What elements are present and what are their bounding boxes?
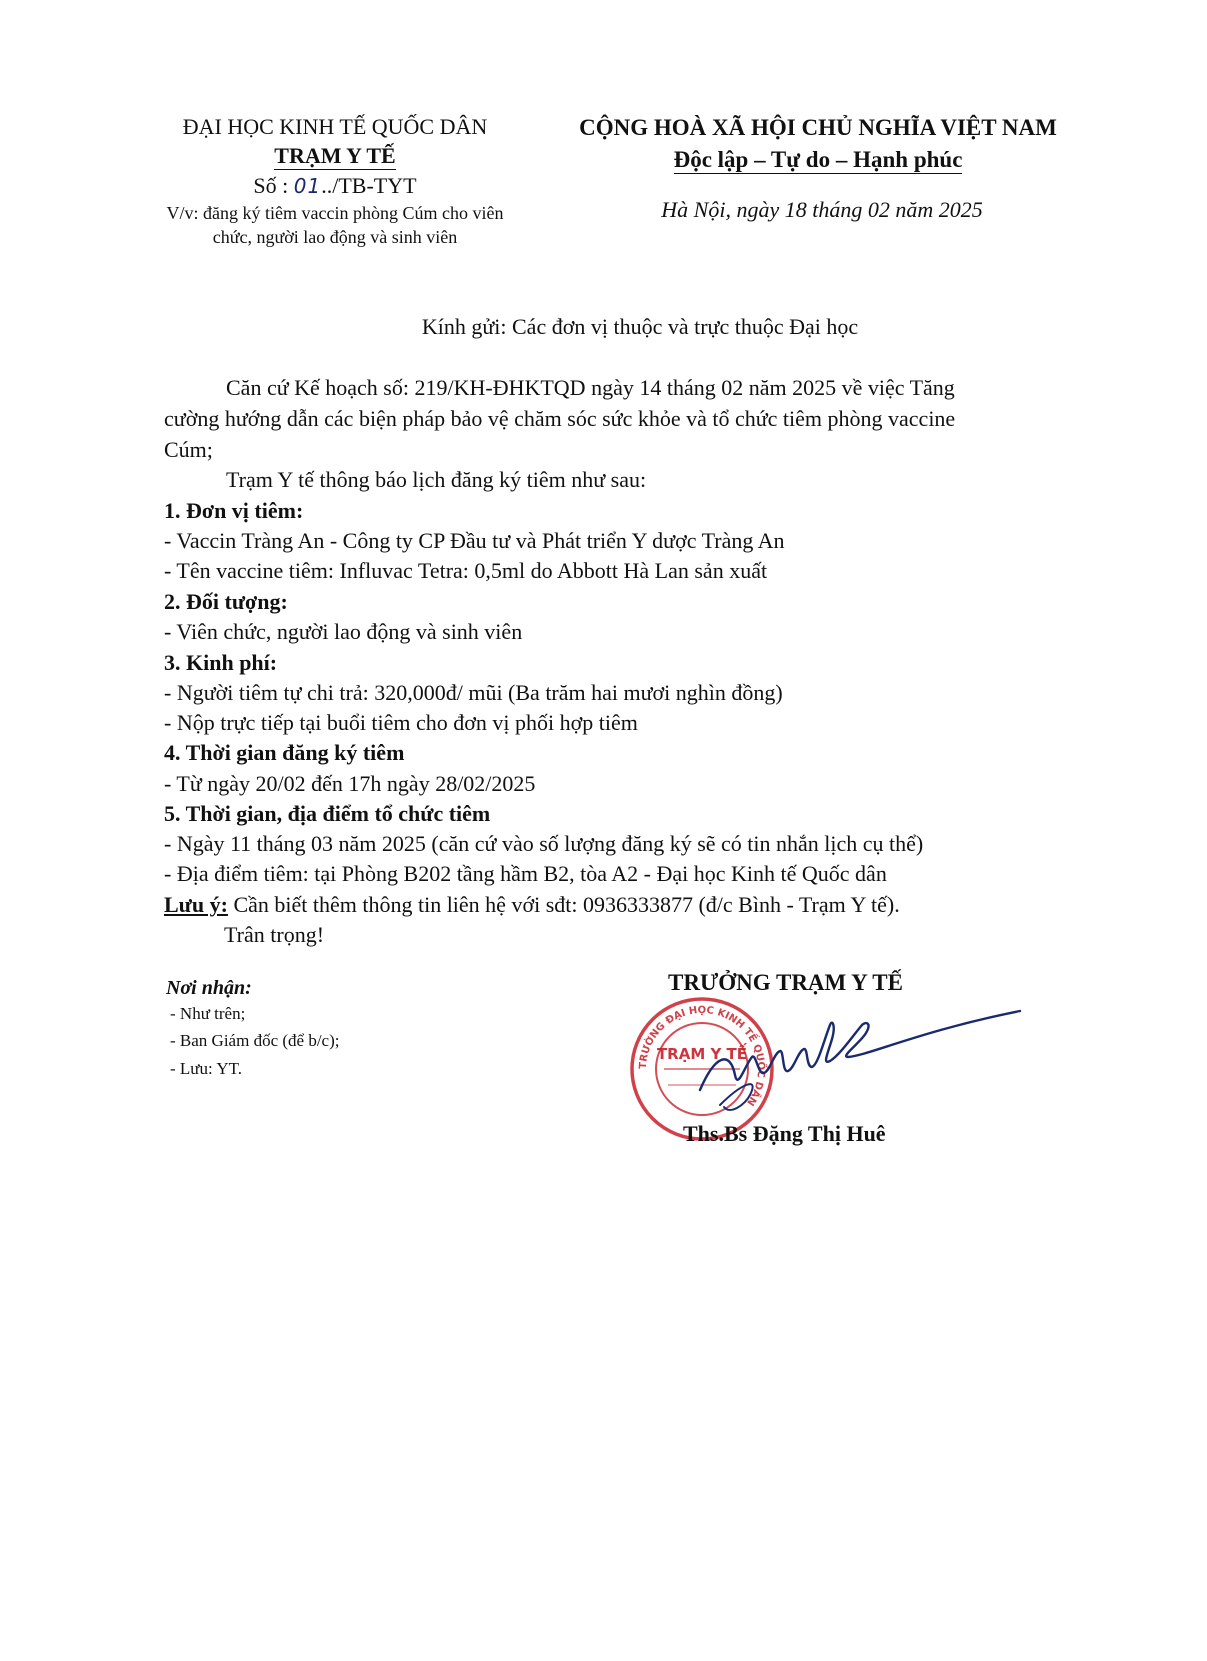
basis-line-2: cường hướng dẫn các biện pháp bảo vệ chăm sóc sức khỏe và tổ chức tiêm phòng vaccine bbox=[164, 406, 956, 431]
signer-name: Ths.Bs Đặng Thị Huê bbox=[683, 1121, 886, 1146]
section-5-item-1: - Ngày 11 tháng 03 năm 2025 (căn cứ vào số lượng đăng ký sẽ có tin nhắn lịch cụ thể) bbox=[164, 831, 924, 856]
section-3-heading: 3. Kinh phí: bbox=[164, 650, 278, 675]
basis-line-3: Cúm; bbox=[164, 437, 213, 462]
signature-scribble-icon bbox=[690, 995, 1040, 1125]
note-text: Cần biết thêm thông tin liên hệ với sđt: 0936333877 (đ/c Bình - Trạm Y tế). bbox=[227, 892, 900, 917]
closing: Trân trọng! bbox=[224, 922, 325, 947]
section-1-item-2: - Tên vaccine tiêm: Influvac Tetra: 0,5ml do Abbott Hà Lan sản xuất bbox=[164, 558, 768, 583]
section-2-heading: 2. Đối tượng: bbox=[164, 589, 288, 614]
section-3-item-2: - Nộp trực tiếp tại buổi tiêm cho đơn vị phối hợp tiêm bbox=[164, 710, 638, 735]
doc-number-handwritten: 01 bbox=[293, 174, 322, 198]
greeting: Kính gửi: Các đơn vị thuộc và trực thuộc Đại học bbox=[421, 314, 859, 339]
subject-line-2: chức, người lao động và sinh viên bbox=[212, 227, 458, 247]
section-4-heading: 4. Thời gian đăng ký tiêm bbox=[164, 740, 405, 765]
signature-title: TRƯỞNG TRẠM Y TẾ bbox=[668, 970, 903, 995]
subject-line-1: V/v: đăng ký tiêm vaccin phòng Cúm cho viên bbox=[166, 203, 504, 223]
header-left bbox=[140, 113, 530, 249]
section-2-item-1: - Viên chức, người lao động và sinh viên bbox=[164, 619, 523, 644]
note-label: Lưu ý: bbox=[164, 892, 228, 917]
org-name: ĐẠI HỌC KINH TẾ QUỐC DÂN bbox=[182, 114, 488, 139]
recipient-1: - Như trên; bbox=[170, 1004, 246, 1023]
basis-line-1: Căn cứ Kế hoạch số: 219/KH-ĐHKTQD ngày 14 tháng 02 năm 2025 về việc Tăng bbox=[226, 375, 955, 400]
recipients-title: Nơi nhận: bbox=[166, 977, 252, 999]
header-right bbox=[548, 113, 1088, 224]
recipient-3: - Lưu: YT. bbox=[170, 1059, 243, 1078]
motto bbox=[548, 143, 1088, 177]
section-1-heading: 1. Đơn vị tiêm: bbox=[164, 498, 304, 523]
note bbox=[164, 891, 1064, 919]
section-5-heading: 5. Thời gian, địa điểm tổ chức tiêm bbox=[164, 801, 491, 826]
unit-name-text: TRẠM Y TẾ bbox=[274, 143, 396, 168]
stamp-ring-text: TRƯỜNG ĐẠI HỌC KINH TẾ QUỐC DÂN bbox=[637, 1004, 767, 1108]
section-5-item-2: - Địa điểm tiêm: tại Phòng B202 tầng hầm B2, tòa A2 - Đại học Kinh tế Quốc dân bbox=[164, 861, 887, 886]
handwritten-signature bbox=[690, 995, 1040, 1125]
section-3-item-1: - Người tiêm tự chi trả: 320,000đ/ mũi (Ba trăm hai mươi nghìn đồng) bbox=[164, 680, 783, 705]
recipient-2: - Ban Giám đốc (để b/c); bbox=[170, 1031, 340, 1050]
motto-text: Độc lập – Tự do – Hạnh phúc bbox=[673, 147, 963, 172]
section-1-item-1: - Vaccin Tràng An - Công ty CP Đầu tư và Phát triển Y dược Tràng An bbox=[164, 528, 785, 553]
unit-name bbox=[140, 141, 530, 171]
section-4-item-1: - Từ ngày 20/02 đến 17h ngày 28/02/2025 bbox=[164, 771, 536, 796]
doc-number: Số : 01../TB-TYT bbox=[253, 173, 417, 198]
place-date: Hà Nội, ngày 18 tháng 02 năm 2025 bbox=[661, 197, 983, 222]
intro: Trạm Y tế thông báo lịch đăng ký tiêm như sau: bbox=[226, 467, 647, 492]
stamp-center-text: TRẠM Y TẾ bbox=[656, 1045, 748, 1063]
country-name: CỘNG HOÀ XÃ HỘI CHỦ NGHĨA VIỆT NAM bbox=[579, 115, 1057, 140]
